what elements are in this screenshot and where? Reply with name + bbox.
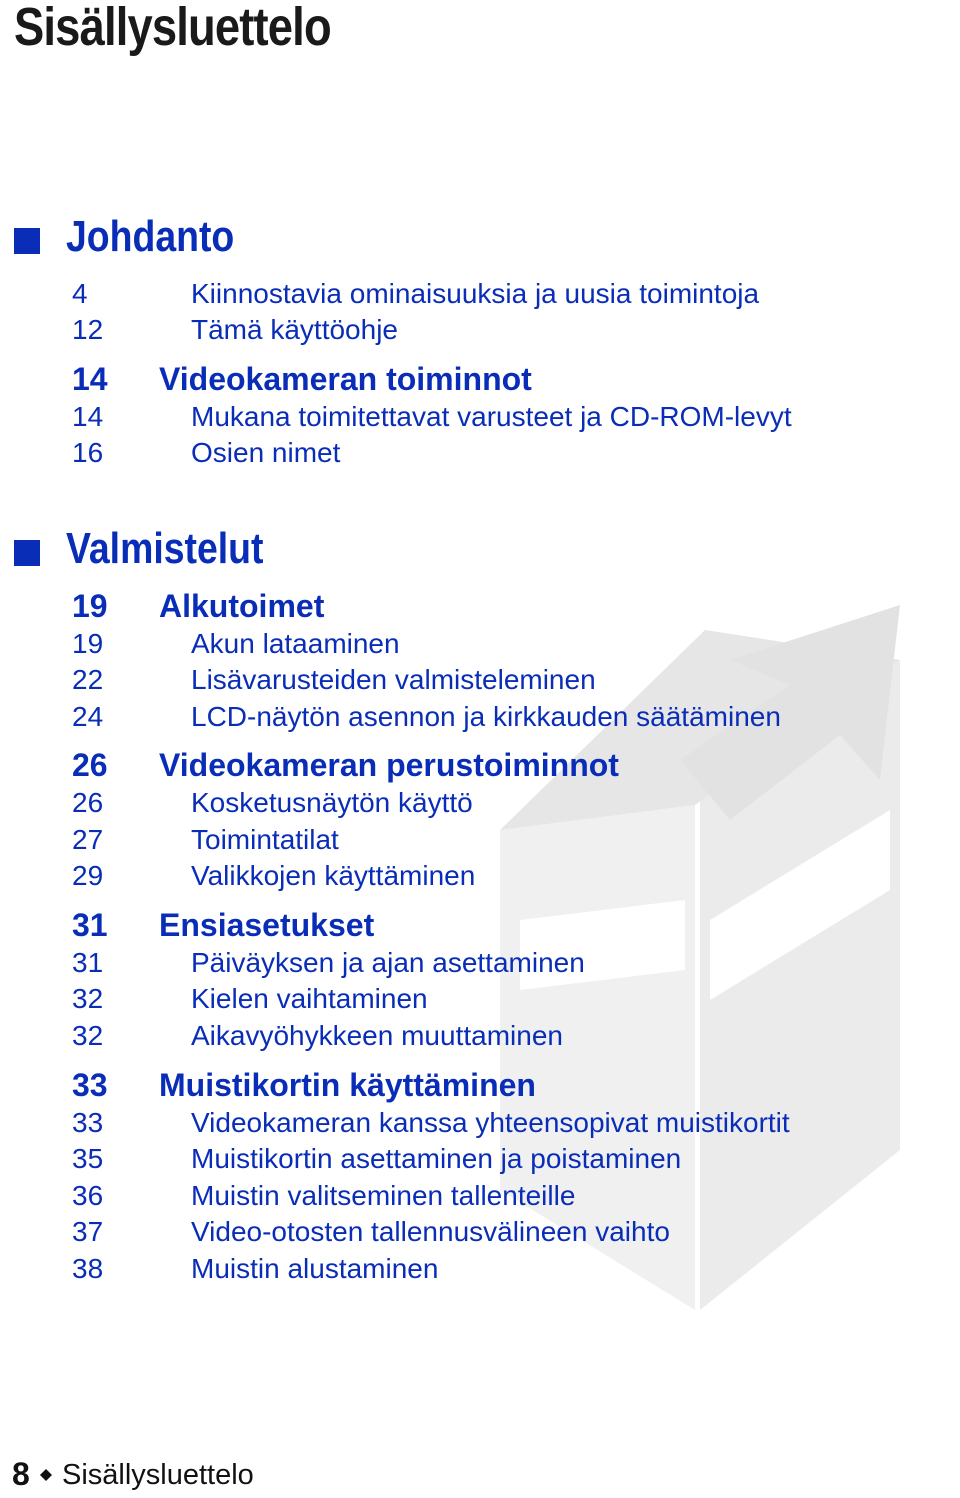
toc-chapter[interactable] xyxy=(0,1067,960,1106)
toc-page-number: 22 xyxy=(72,664,104,695)
toc-entry[interactable] xyxy=(0,278,960,314)
toc-chapter[interactable] xyxy=(0,747,960,786)
toc-label: Päiväyksen ja ajan asettaminen xyxy=(191,947,585,978)
toc-label: Muistikortin käyttäminen xyxy=(159,1067,536,1103)
footer-page-number: 8 xyxy=(12,1456,30,1492)
toc-entry[interactable] xyxy=(0,401,960,437)
toc-label: Kosketusnäytön käyttö xyxy=(191,787,473,818)
toc-label: Videokameran toiminnot xyxy=(159,361,532,397)
toc-label: Akun lataaminen xyxy=(191,628,400,659)
toc-label: Videokameran kanssa yhteensopivat muistikortit xyxy=(191,1107,790,1138)
page-title: Sisällysluettelo xyxy=(14,0,331,57)
footer-label: Sisällysluettelo xyxy=(62,1459,254,1491)
toc-entry[interactable] xyxy=(0,1143,960,1179)
toc-page-number: 4 xyxy=(72,278,88,309)
toc-chapter[interactable] xyxy=(0,907,960,946)
toc-label: Osien nimet xyxy=(191,437,341,468)
toc-chapter[interactable] xyxy=(0,588,960,627)
toc-entry[interactable] xyxy=(0,1020,960,1056)
toc-entry[interactable] xyxy=(0,437,960,473)
toc-label: Valikkojen käyttäminen xyxy=(191,860,476,891)
toc-page-number: 33 xyxy=(72,1067,108,1103)
toc-entry[interactable] xyxy=(0,628,960,664)
section-title: Valmistelut xyxy=(66,524,264,573)
toc-entry[interactable] xyxy=(0,664,960,700)
diamond-icon xyxy=(40,1469,52,1481)
toc-page-number: 14 xyxy=(72,401,104,432)
toc-page-number: 19 xyxy=(72,588,108,624)
toc-entry[interactable] xyxy=(0,1253,960,1289)
toc-page-number: 35 xyxy=(72,1143,104,1174)
toc-entry[interactable] xyxy=(0,983,960,1019)
toc-label: Ensiasetukset xyxy=(159,907,375,943)
toc-page-number: 31 xyxy=(72,947,104,978)
toc-label: Aikavyöhykkeen muuttaminen xyxy=(191,1020,563,1051)
toc-label: Lisävarusteiden valmisteleminen xyxy=(191,664,596,695)
toc-entry[interactable] xyxy=(0,787,960,823)
toc-label: Alkutoimet xyxy=(159,588,325,624)
toc-page-number: 27 xyxy=(72,824,104,855)
section-title: Johdanto xyxy=(66,212,235,261)
toc-entry[interactable] xyxy=(0,701,960,737)
toc-entry[interactable] xyxy=(0,824,960,860)
toc-label: LCD-näytön asennon ja kirkkauden säätäminen xyxy=(191,701,781,732)
toc-entry[interactable] xyxy=(0,860,960,896)
toc-label: Toimintatilat xyxy=(191,824,339,855)
toc-page-number: 26 xyxy=(72,747,108,783)
toc-page-number: 32 xyxy=(72,1020,104,1051)
toc-page-number: 31 xyxy=(72,907,108,943)
toc-page-number: 38 xyxy=(72,1253,104,1284)
toc-label: Kielen vaihtaminen xyxy=(191,983,428,1014)
toc-page-number: 12 xyxy=(72,314,104,345)
toc-page-number: 36 xyxy=(72,1180,104,1211)
toc-entry[interactable] xyxy=(0,1216,960,1252)
toc-page-number: 24 xyxy=(72,701,104,732)
toc-entry[interactable] xyxy=(0,314,960,350)
toc-label: Mukana toimitettavat varusteet ja CD-ROM-levyt xyxy=(191,401,792,432)
toc-label: Muistin alustaminen xyxy=(191,1253,439,1284)
toc-label: Tämä käyttöohje xyxy=(191,314,398,345)
toc-page-number: 32 xyxy=(72,983,104,1014)
toc-label: Kiinnostavia ominaisuuksia ja uusia toimintoja xyxy=(191,278,760,309)
toc-page-number: 29 xyxy=(72,860,104,891)
toc-entry[interactable] xyxy=(0,1180,960,1216)
toc-page-number: 16 xyxy=(72,437,104,468)
toc-entry[interactable] xyxy=(0,947,960,983)
toc-page-number: 14 xyxy=(72,361,108,397)
square-bullet-icon xyxy=(14,540,40,566)
toc-chapter[interactable] xyxy=(0,361,960,400)
toc-page-number: 19 xyxy=(72,628,104,659)
toc-entry[interactable] xyxy=(0,1107,960,1143)
toc-label: Muistikortin asettaminen ja poistaminen xyxy=(191,1143,682,1174)
toc-page-number: 33 xyxy=(72,1107,104,1138)
toc-label: Video-otosten tallennusvälineen vaihto xyxy=(191,1216,670,1247)
toc-label: Muistin valitseminen tallenteille xyxy=(191,1180,576,1211)
toc-page-number: 37 xyxy=(72,1216,104,1247)
toc-page-number: 26 xyxy=(72,787,104,818)
square-bullet-icon xyxy=(14,228,40,254)
toc-label: Videokameran perustoiminnot xyxy=(159,747,619,783)
